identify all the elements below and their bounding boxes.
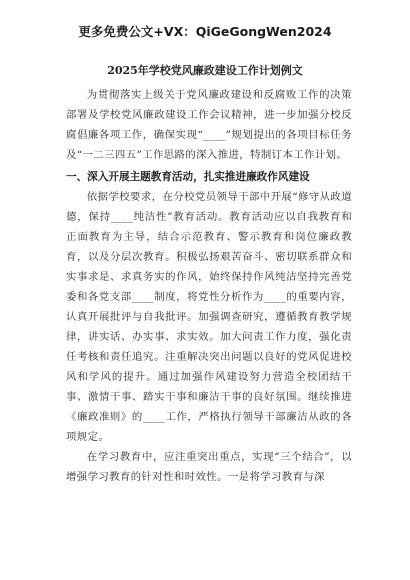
- intro-paragraph: 为贯彻落实上级关于党风廉政建设和反腐败工作的决策部署及学校党风廉政建设工作会议精神，进一步加强分校反腐倡廉各项工作，确保实现“____”规划提出的各项目标任务及“一二三四五”工作思路的深入推进，特制订本工作计划。: [66, 89, 352, 161]
- section-1-paragraph-2: 在学习教育中，应注重突出重点，实现“三个结合”，以增强学习教育的针对性和时效性。一是将学习教育与深: [66, 451, 352, 483]
- section-1-paragraph-1: 依据学校要求，在分校党员领导干部中开展“修守从政道德，保持____纯洁性”教育活动。教育活动应以自我教育和正面教育为主导，结合示范教育、警示教育和岗位廉政教育，以及分层次教育。积极弘扬艰苦奋斗、密切联系群众和实事求是、求真务实的作风，始终保持作风纯洁坚持完善党委和各党支部____制度，将党性分析作为____的重要内容，认真开展批评与自我批评。加强调查研究，遵循教育教学规律，讲实话、办实事、求实效。加大问责工作力度，强化责任考核和责任追究。注重解决突出问题以良好的党风促进校风和学风的提升。通过加强作风建设努力营造全校团结干事、激情干事、踏实干事和廉洁干事的良好氛围。继续推进《廉政准则》的____工作，严格执行领导干部廉洁从政的各项规定。: [66, 191, 352, 443]
- document-title: 2025年学校党风廉政建设工作计划例文: [107, 64, 303, 77]
- watermark-header: 更多免费公文+VX：QiGeGongWen2024: [78, 24, 332, 39]
- document-body: [66, 85, 352, 487]
- section-heading-1: 一、深入开展主题教育活动，扎实推进廉政作风建设: [66, 171, 310, 183]
